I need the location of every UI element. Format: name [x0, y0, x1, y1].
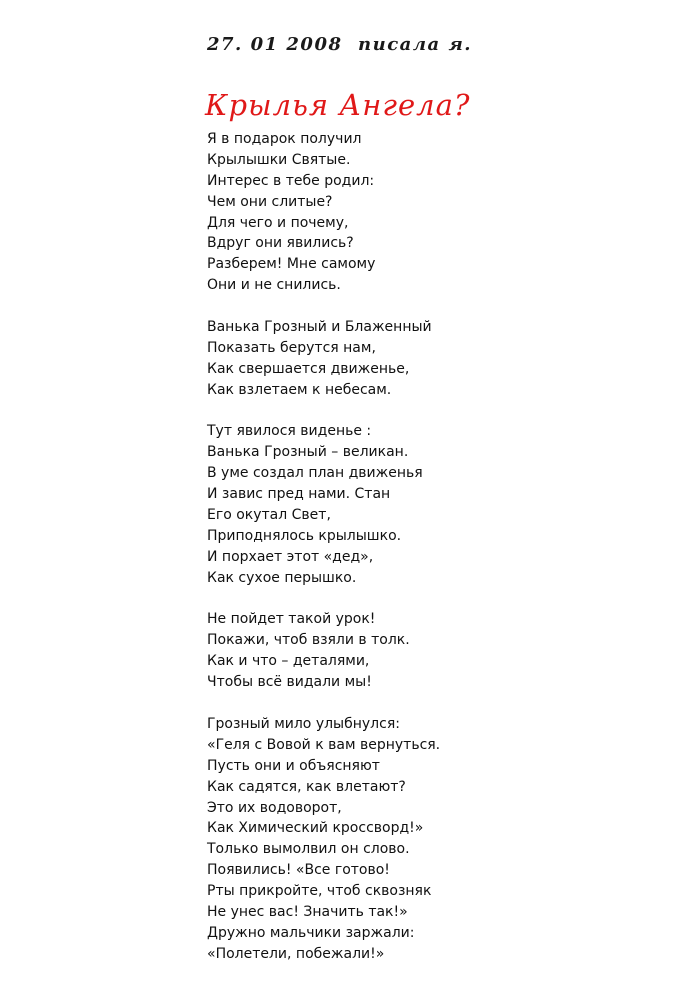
poem-line: «Геля с Вовой к вам вернуться.: [207, 736, 441, 753]
header-note: писала я.: [358, 34, 473, 55]
poem-line: Как и что – деталями,: [207, 653, 370, 670]
poem-line: Интерес в тебе родил:: [207, 172, 375, 189]
poem-line: Как Химический кроссворд!»: [207, 820, 424, 837]
poem-line: Разберем! Мне самому: [207, 256, 376, 273]
poem-line: И порхает этот «дед»,: [207, 548, 374, 565]
poem-line: Появились! «Все готово!: [207, 862, 390, 879]
poem-line: Покажи, чтоб взяли в толк.: [207, 632, 410, 649]
poem-line: Чем они слитые?: [207, 193, 333, 210]
stanza-2: [207, 317, 647, 401]
poem-line: Я в подарок получил: [207, 131, 362, 147]
poem-line: Это их водоворот,: [207, 799, 342, 816]
stanza-1: [207, 129, 647, 296]
poem-line: Пусть они и объясняют: [207, 757, 380, 774]
stanza-3: [207, 421, 647, 588]
poem-line: Его окутал Свет,: [207, 507, 331, 524]
poem-title: Крылья Ангела?: [205, 88, 471, 122]
stanza-4: [207, 609, 647, 693]
header-line: [207, 34, 472, 55]
poem-line: Как садятся, как влетают?: [207, 778, 406, 795]
stanza-5: [207, 714, 647, 965]
poem-line: Только вымолвил он слово.: [207, 841, 410, 858]
poem-line: И завис пред нами. Стан: [207, 486, 391, 503]
poem-line: Они и не снились.: [207, 277, 341, 294]
poem-line: Рты прикройте, чтоб сквозняк: [207, 883, 432, 900]
poem-line: Как свершается движенье,: [207, 360, 410, 377]
poem-line: Чтобы всё видали мы!: [207, 674, 372, 691]
poem-line: Не пойдет такой урок!: [207, 611, 376, 628]
poem-line: В уме создал план движенья: [207, 465, 423, 482]
poem-line: Ванька Грозный и Блаженный: [207, 319, 432, 336]
poem-line: Для чего и почему,: [207, 214, 349, 231]
poem-line: Крылышки Святые.: [207, 151, 351, 168]
poem-line: Показать берутся нам,: [207, 339, 376, 356]
poem-line: Тут явилося виденье :: [207, 423, 372, 440]
poem-line: Как взлетаем к небесам.: [207, 381, 392, 398]
poem-line: Как сухое перышко.: [207, 569, 357, 586]
poem-line: Грозный мило улыбнулся:: [207, 715, 400, 732]
header-date: 27. 01 2008: [207, 34, 343, 55]
poem-body: [207, 129, 647, 986]
poem-line: Ванька Грозный – великан.: [207, 444, 409, 461]
poem-line: «Полетели, побежали!»: [207, 945, 385, 962]
poem-line: Вдруг они явились?: [207, 235, 354, 252]
poem-line: Приподнялось крылышко.: [207, 527, 402, 544]
poem-line: Не унес вас! Значить так!»: [207, 903, 408, 920]
poem-line: Дружно мальчики заржали:: [207, 924, 415, 941]
